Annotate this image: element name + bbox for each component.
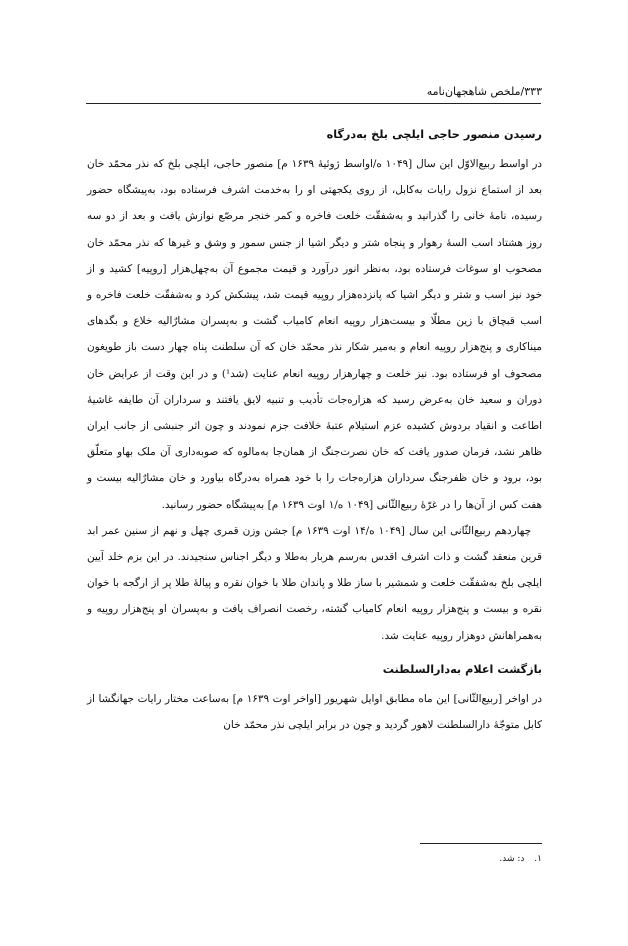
footnote-text: د: شد. (499, 854, 525, 864)
section-title-return-to-capital: بازگشت اعلام به‌دارالسلطنت (382, 662, 542, 676)
footnote-number: ۱. (534, 854, 542, 864)
header-divider (86, 103, 541, 104)
paragraph-envoy-arrival: در اواسط ربیع‌الاوّل این سال [۱۰۴۹ ه/اواسط ژوئیهٔ ۱۶۳۹ م] منصور حاجی، ایلچی بلخ که نذر محمّد خان بعد از استماع نزول رایات به‌کابل، از روی یکجهتی او را به‌خدمت اشرف فرستاده بود، به‌پیشگاه حضور رسیده، نامهٔ خانی را گذرانید و به‌شفقّت خلعت فاخره و کمر خنجر مرصّع نوازش یافت و بعد از دو سه روز هشتاد اسب السهٔ رهوار و پنجاه شتر و دیگر اشیا از جنس سمور و وشق و غیرها که نذر محمّد خان مصحوب او سوغات فرستاده بود، به‌نظر انور درآورد و قیمت مجموع آن به‌چهل‌هزار [روپیه] کشید و از خود نیز اسب و شتر و دیگر اشیا که پانزده‌هزار روپیه قیمت شد، پیشکش کرد و به‌شفقّت خلعت فاخره و اسب قبچاق با زین مطلّا و بیست‌هزار روپیه انعام کامیاب گشت و به‌پسران مشارٌالیه خلاع و بگدهای میناکاری و پنج‌هزار روپیه انعام و به‌میر شکار نذر محمّد خان که آن سلطنت پناه چهار دست باز طویغون مصحوف او فرستاده بود. نیز خلعت و چهارهزار روپیه انعام عنایت (شد¹) و در این وقت از عرایض خان دوران و سعید خان به‌عرض رسید که هزاره‌جات تأدیب و تنبیه لایق یافتند و سرداران آن طایفه غاشیهٔ اطاعت و انقیاد بردوش کشیده عزم استیلام عتبهٔ خلافت جزم نمودند و چون اثر جنبشی از جانب ایران ظاهر نشد، فرمان صدور یافت که خان نصرت‌جنگ از همان‌جا به‌مالوه که صوبه‌داری آن ملک بهاو متعلّق بود، برود و خان ظفرجنگ سرداران هزاره‌جات را با خود همراه به‌درگاه بیاورد و خان مشارٌالیه بیست و هفت کس از آن‌ها را در غرّهٔ ربیع‌الثّانی [۱۰۴۹ ه/۱ اوت ۱۶۳۹ م] به‌پیشگاه حضور رسانید. (87, 158, 542, 511)
paragraph-lunar-weighing-ceremony: چهاردهم ربیع‌الثّانی این سال [۱۰۴۹ ه/۱۴ اوت ۱۶۳۹ م] جشن وزن قمری چهل و نهم از سنین عمر ابد قرین منعقد گشت و ذات اشرف اقدس به‌رسم هربار به‌طلا و دیگر اجناس سنجیدند. در این بزم خلد آیین ایلچی بلخ به‌شفقّت خلعت و شمشیر با ساز طلا و پاندان طلا با خوان نقره و پیالهٔ طلا پر از ارگجه با خوان نقره و بیست و پنج‌هزار روپیه انعام کامیاب گشته، رخصت انصراف یافت و به‌پسران او پنج‌هزار روپیه و به‌همراهانش دوهزار روپیه عنایت شد. (87, 524, 542, 642)
paragraph-return-to-capital: در اواخر [ربیع‌الثّانی] این ماه مطابق اوایل شهریور [اواخر اوت ۱۶۳۹ م] به‌ساعت مختار رایات جهانگشا از کابل متوجّهٔ دارالسلطنت لاهور گردید و چون در برابر ایلچی نذر محمّد خان (87, 692, 542, 732)
running-header: ۳۳۳/ملخص شاهجهان‌نامه (426, 85, 542, 98)
page-body (87, 122, 542, 738)
footnote-divider (420, 843, 542, 844)
footnote (87, 852, 542, 866)
section-title-envoy-arrival: رسیدن منصور حاجی ایلچی بلخ به‌درگاه (326, 128, 542, 141)
